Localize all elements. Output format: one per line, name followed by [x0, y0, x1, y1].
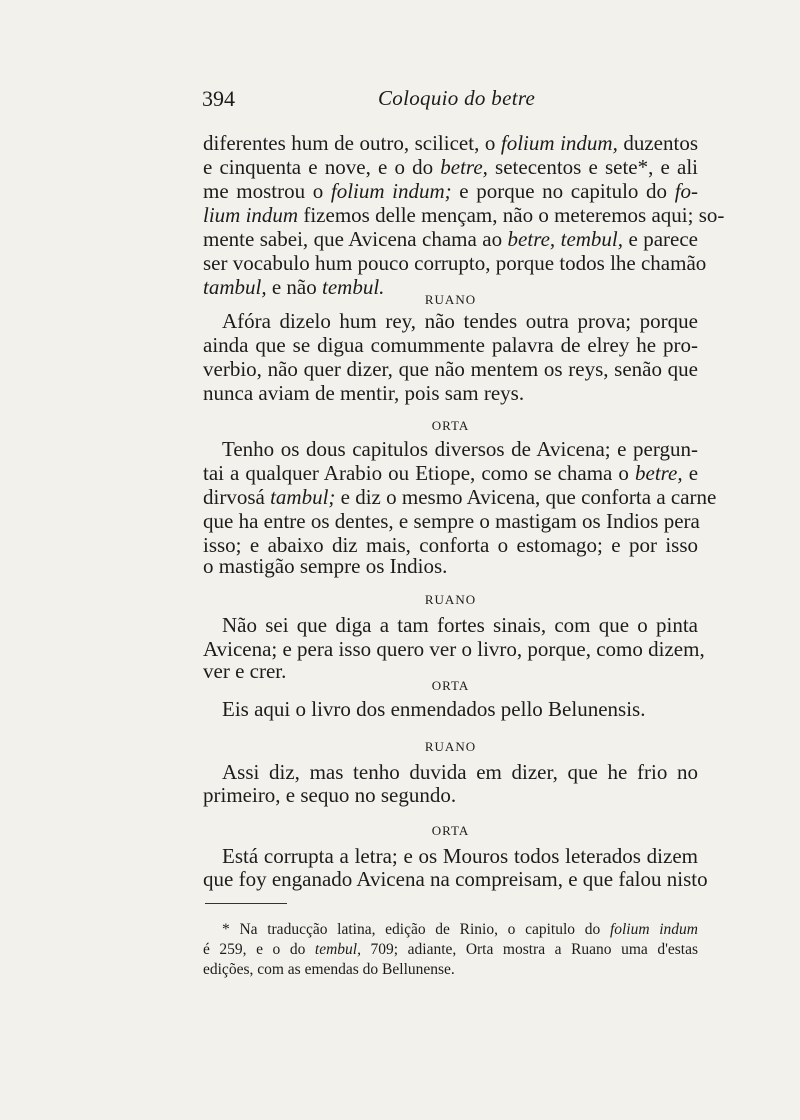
text-line: dirvosá tambul; e diz o mesmo Avicena, que conforta a carne	[203, 485, 717, 509]
footnote-line: é 259, e o do tembul, 709; adiante, Orta mostra a Ruano uma d'estas	[203, 941, 699, 958]
text-line: Está corrupta a letra; e os Mouros todos leterados dizem	[222, 844, 698, 868]
text-line: Tenho os dous capitulos diversos de Avicena; e pergun-	[222, 437, 698, 461]
text-line: que ha entre os dentes, e sempre o mastigam os Indios pera	[203, 509, 700, 533]
text-line: que foy enganado Avicena na compreisam, e que falou nisto	[203, 867, 708, 891]
text-line: Afóra dizelo hum rey, não tendes outra prova; porque	[222, 309, 698, 333]
text-line: Assi diz, mas tenho duvida em dizer, que he frio no	[222, 760, 698, 784]
text-line: verbio, não quer dizer, que não mentem os reys, senão que	[203, 357, 698, 381]
text-line: me mostrou o folium indum; e porque no capitulo do fo-	[203, 179, 699, 203]
text-line: ver e crer.	[203, 659, 287, 683]
text-line: o mastigão sempre os Indios.	[203, 554, 448, 578]
text-line: ser vocabulo hum pouco corrupto, porque todos lhe chamão	[203, 251, 707, 275]
speaker-label-orta: ORTA	[431, 823, 470, 838]
text-line: Eis aqui o livro dos enmendados pello Belunensis.	[222, 697, 646, 721]
text-line: Não sei que diga a tam fortes sinais, com que o pinta	[222, 613, 698, 637]
page-number: 394	[202, 86, 235, 111]
text-line: primeiro, e sequo no segundo.	[203, 783, 457, 807]
text-line: Avicena; e pera isso quero ver o livro, porque, como dizem,	[203, 637, 705, 661]
page-header	[202, 86, 698, 116]
text-line: ainda que se digua comummente palavra de elrey he pro-	[203, 333, 698, 357]
speaker-label-ruano: RUANO	[424, 739, 477, 754]
text-line: diferentes hum de outro, scilicet, o folium indum, duzentos	[203, 131, 698, 155]
text-line: lium indum fizemos delle mençam, não o meteremos aqui; so-	[203, 203, 725, 227]
speaker-label-ruano: RUANO	[424, 592, 477, 607]
footnote-line: edições, com as emendas do Bellunense.	[203, 961, 455, 978]
footnote-line: * Na traducção latina, edição de Rinio, o capitulo do folium indum	[222, 921, 698, 938]
text-line: mente sabei, que Avicena chama ao betre, tembul, e parece	[203, 227, 699, 251]
text-line: nunca aviam de mentir, pois sam reys.	[203, 381, 525, 405]
running-title: Coloquio do betre	[378, 86, 536, 110]
speaker-label-orta: ORTA	[431, 418, 470, 433]
text-line: e cinquenta e nove, e o do betre, setecentos e sete*, e ali	[203, 155, 698, 179]
speaker-label-orta: ORTA	[431, 678, 470, 693]
text-line: tai a qualquer Arabio ou Etiope, como se chama o betre, e	[203, 461, 699, 485]
speaker-label-ruano: RUANO	[424, 292, 477, 307]
text-line: tambul, e não tembul.	[203, 275, 385, 299]
text-line: isso; e abaixo diz mais, conforta o estomago; e por isso	[203, 533, 698, 557]
footnote-rule	[205, 903, 287, 904]
